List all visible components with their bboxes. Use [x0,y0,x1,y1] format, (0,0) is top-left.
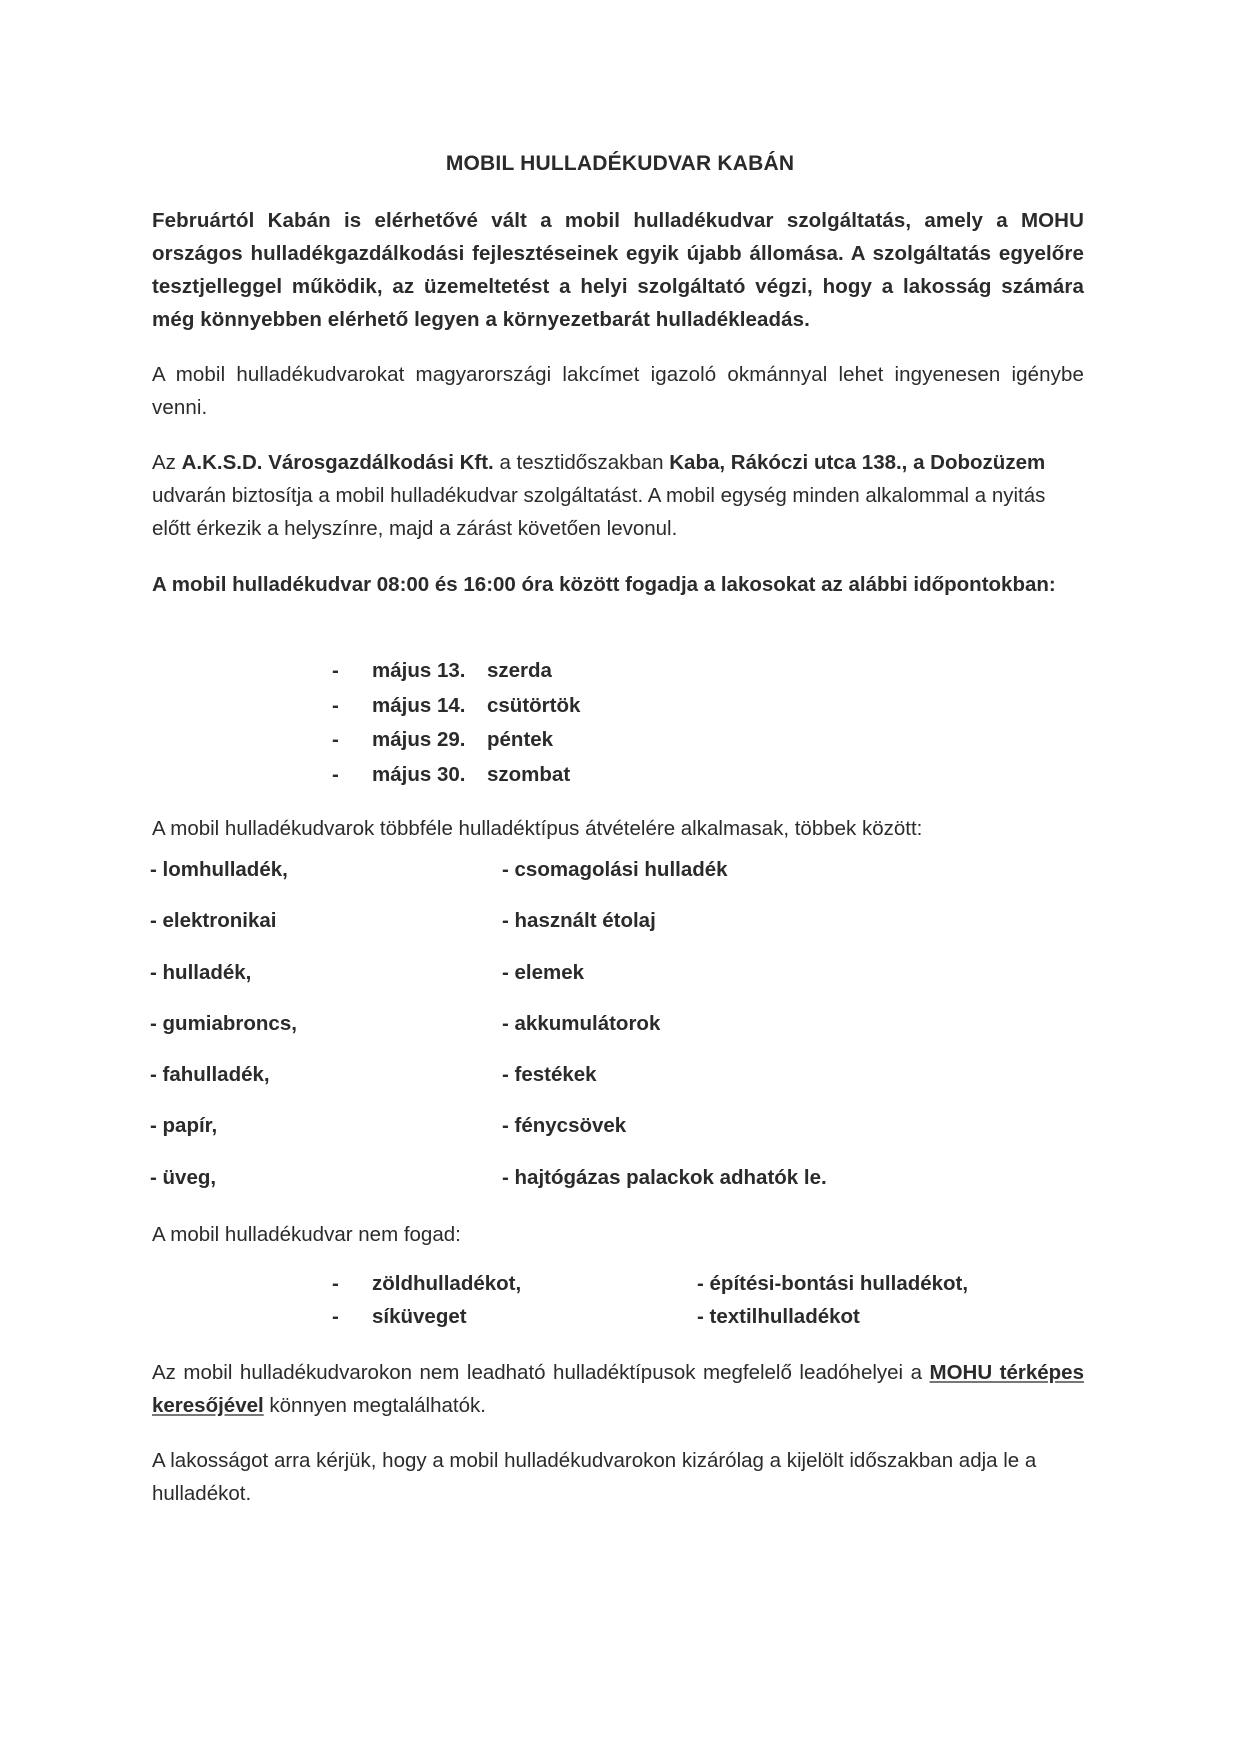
mohu-map-link[interactable]: MOHU térképes keresőjével [152,1361,1084,1417]
not-accepted-intro: A mobil hulladékudvar nem fogad: [152,1223,461,1246]
accepted-item: - festékek [502,1063,597,1087]
accepted-item: - hajtógázas palackok adhatók le. [502,1165,827,1189]
date-day: szerda [487,659,552,683]
operator-paragraph [152,446,1084,545]
not-accepted-text: zöldhulladékot, [372,1272,522,1295]
accepted-item: - fahulladék, [150,1063,270,1087]
operator-text-1: Az [152,451,182,474]
not-accepted-item: - építési-bontási hulladékot, [697,1272,969,1295]
intro-paragraph: Februártól Kabán is elérhetővé vált a mobil hulladékudvar szolgáltatás, amely a MOHU országos hulladékgazdálkodási fejlesztéseinek egyik újabb állomása. A szolgáltatás egyelőre tesztjelleggel működik, az üzemeltetést a helyi szolgáltató végzi, hogy a lakosság számára még könnyebben elérhető legyen a környezetbarát hulladékleadás. [152,209,1084,331]
date-value: május 13. [372,659,466,683]
date-value: május 29. [372,728,466,752]
accepted-item: - akkumulátorok [502,1011,661,1035]
bullet-dash: - [332,693,339,717]
bullet-dash: - [332,762,339,786]
not-accepted-row [327,1305,1087,1338]
not-accepted-item [327,1272,521,1296]
accepted-row [150,1114,950,1165]
not-accepted-list [327,1272,1087,1338]
accepted-types-list [150,858,950,1217]
accepted-row [150,1063,950,1114]
eligibility-paragraph: A mobil hulladékudvarokat magyarországi lakcímet igazoló okmánnyal lehet ingyenesen igénybe venni. [152,363,1084,419]
bullet-dash: - [332,728,339,752]
accepted-item: - üveg, [150,1165,217,1189]
closing-paragraph: A lakosságot arra kérjük, hogy a mobil hulladékudvarokon kizárólag a kijelölt időszakban adja le a hulladékot. [152,1449,1037,1505]
map-paragraph [152,1356,1084,1422]
date-day: szombat [487,762,571,786]
date-day: péntek [487,728,554,752]
accepted-row [150,858,950,909]
operator-text-2: a tesztidőszakban [493,451,670,474]
accepted-row [150,909,950,960]
date-item [327,758,580,793]
accepted-row [150,1166,950,1217]
date-item [327,723,580,758]
not-accepted-text: síküveget [372,1305,467,1328]
not-accepted-item: - textilhulladékot [697,1305,860,1328]
bullet-dash: - [332,1272,339,1295]
accepted-item: - lomhulladék, [150,858,288,881]
accepted-intro: A mobil hulladékudvarok többféle hulladéktípus átvételére alkalmasak, többek között: [152,817,923,840]
date-value: május 30. [372,762,466,786]
date-day: csütörtök [487,693,581,717]
accepted-item: - fénycsövek [502,1114,627,1138]
accepted-item: - elektronikai [150,909,277,933]
operator-address: Kaba, Rákóczi utca 138., a Dobozüzem [669,451,1046,474]
date-item [327,689,580,724]
opening-hours-paragraph: A mobil hulladékudvar 08:00 és 16:00 óra között fogadja a lakosokat az alábbi időpontokban: [152,573,1056,596]
date-value: május 14. [372,693,466,717]
accepted-item: - papír, [150,1114,218,1138]
not-accepted-item [327,1305,467,1329]
bullet-dash: - [332,659,339,683]
bullet-dash: - [332,1305,339,1328]
accepted-item: - gumiabroncs, [150,1011,297,1035]
not-accepted-row [327,1272,1087,1305]
operator-text-3: udvarán biztosítja a mobil hulladékudvar szolgáltatást. A mobil egység minden alkalommal a nyitás előtt érkezik a helyszínre, majd a zárást követően levonul. [152,484,1046,540]
accepted-item: - csomagolási hulladék [502,858,728,881]
accepted-item: - használt étolaj [502,909,656,933]
dates-list [327,654,580,792]
map-text-1: Az mobil hulladékudvarokon nem leadható hulladéktípusok megfelelő leadóhelyei a [152,1361,930,1384]
accepted-item: - hulladék, [150,960,252,984]
document-title: MOBIL HULLADÉKUDVAR KABÁN [445,152,795,175]
map-text-2: könnyen megtalálhatók. [263,1394,486,1417]
accepted-row [150,1012,950,1063]
accepted-item: - elemek [502,960,585,984]
operator-company: A.K.S.D. Városgazdálkodási Kft. [181,451,494,474]
accepted-row [150,961,950,1012]
date-item [327,654,580,689]
